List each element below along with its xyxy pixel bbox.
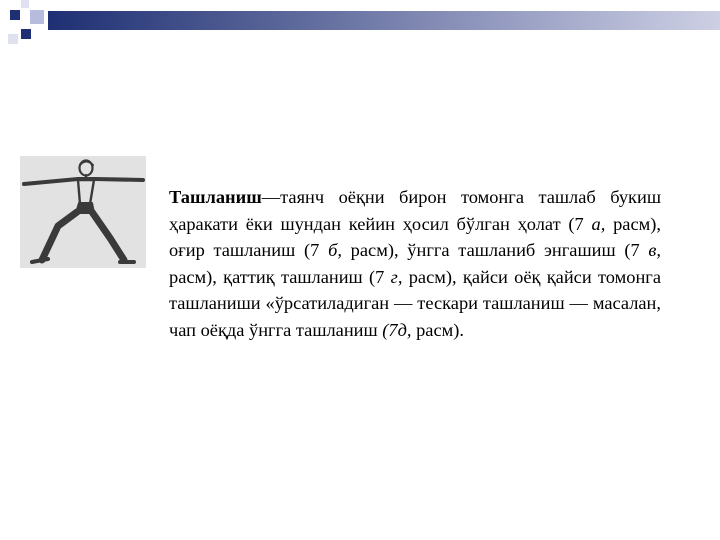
text-part-c: расм), ўнгга ташланиб энгашиш (7	[341, 240, 649, 261]
header-gradient-bar	[48, 11, 720, 30]
text-part-f: расм).	[411, 319, 464, 340]
figure-ref-b: б,	[328, 240, 342, 261]
text-part-b: расм), оғир ташланиш (7	[169, 213, 661, 261]
figure-ref-a: а,	[591, 213, 606, 234]
text-part-e: расм), қайси оёқ қайси томонга ташланиши «ўрсатиладиган — тескари ташланиш — масалан, чап оёқда ўнгга ташланиш	[169, 266, 661, 340]
text-part-a: —таянч оёқни бирон томонга ташлаб букиш ҳаракати ёки шундан кейин ҳосил бўлган ҳолат (7	[169, 187, 661, 234]
lunge-figure-svg	[20, 156, 146, 268]
corner-square-light-small	[8, 34, 18, 44]
figure-ref-d: г,	[390, 266, 403, 287]
definition-paragraph	[169, 184, 661, 344]
term-heading: Ташланиш	[169, 187, 262, 207]
corner-square-navy	[10, 10, 20, 20]
text-part-d: расм), қаттиқ ташланиш (7	[169, 266, 391, 287]
figure-ref-c: в,	[648, 240, 661, 261]
corner-square-navy-small	[21, 29, 31, 39]
figure-ref-e: (7д,	[382, 319, 412, 340]
corner-square-lavender	[30, 10, 44, 24]
lunge-figure-illustration	[20, 156, 146, 268]
corner-square-light	[21, 0, 29, 8]
